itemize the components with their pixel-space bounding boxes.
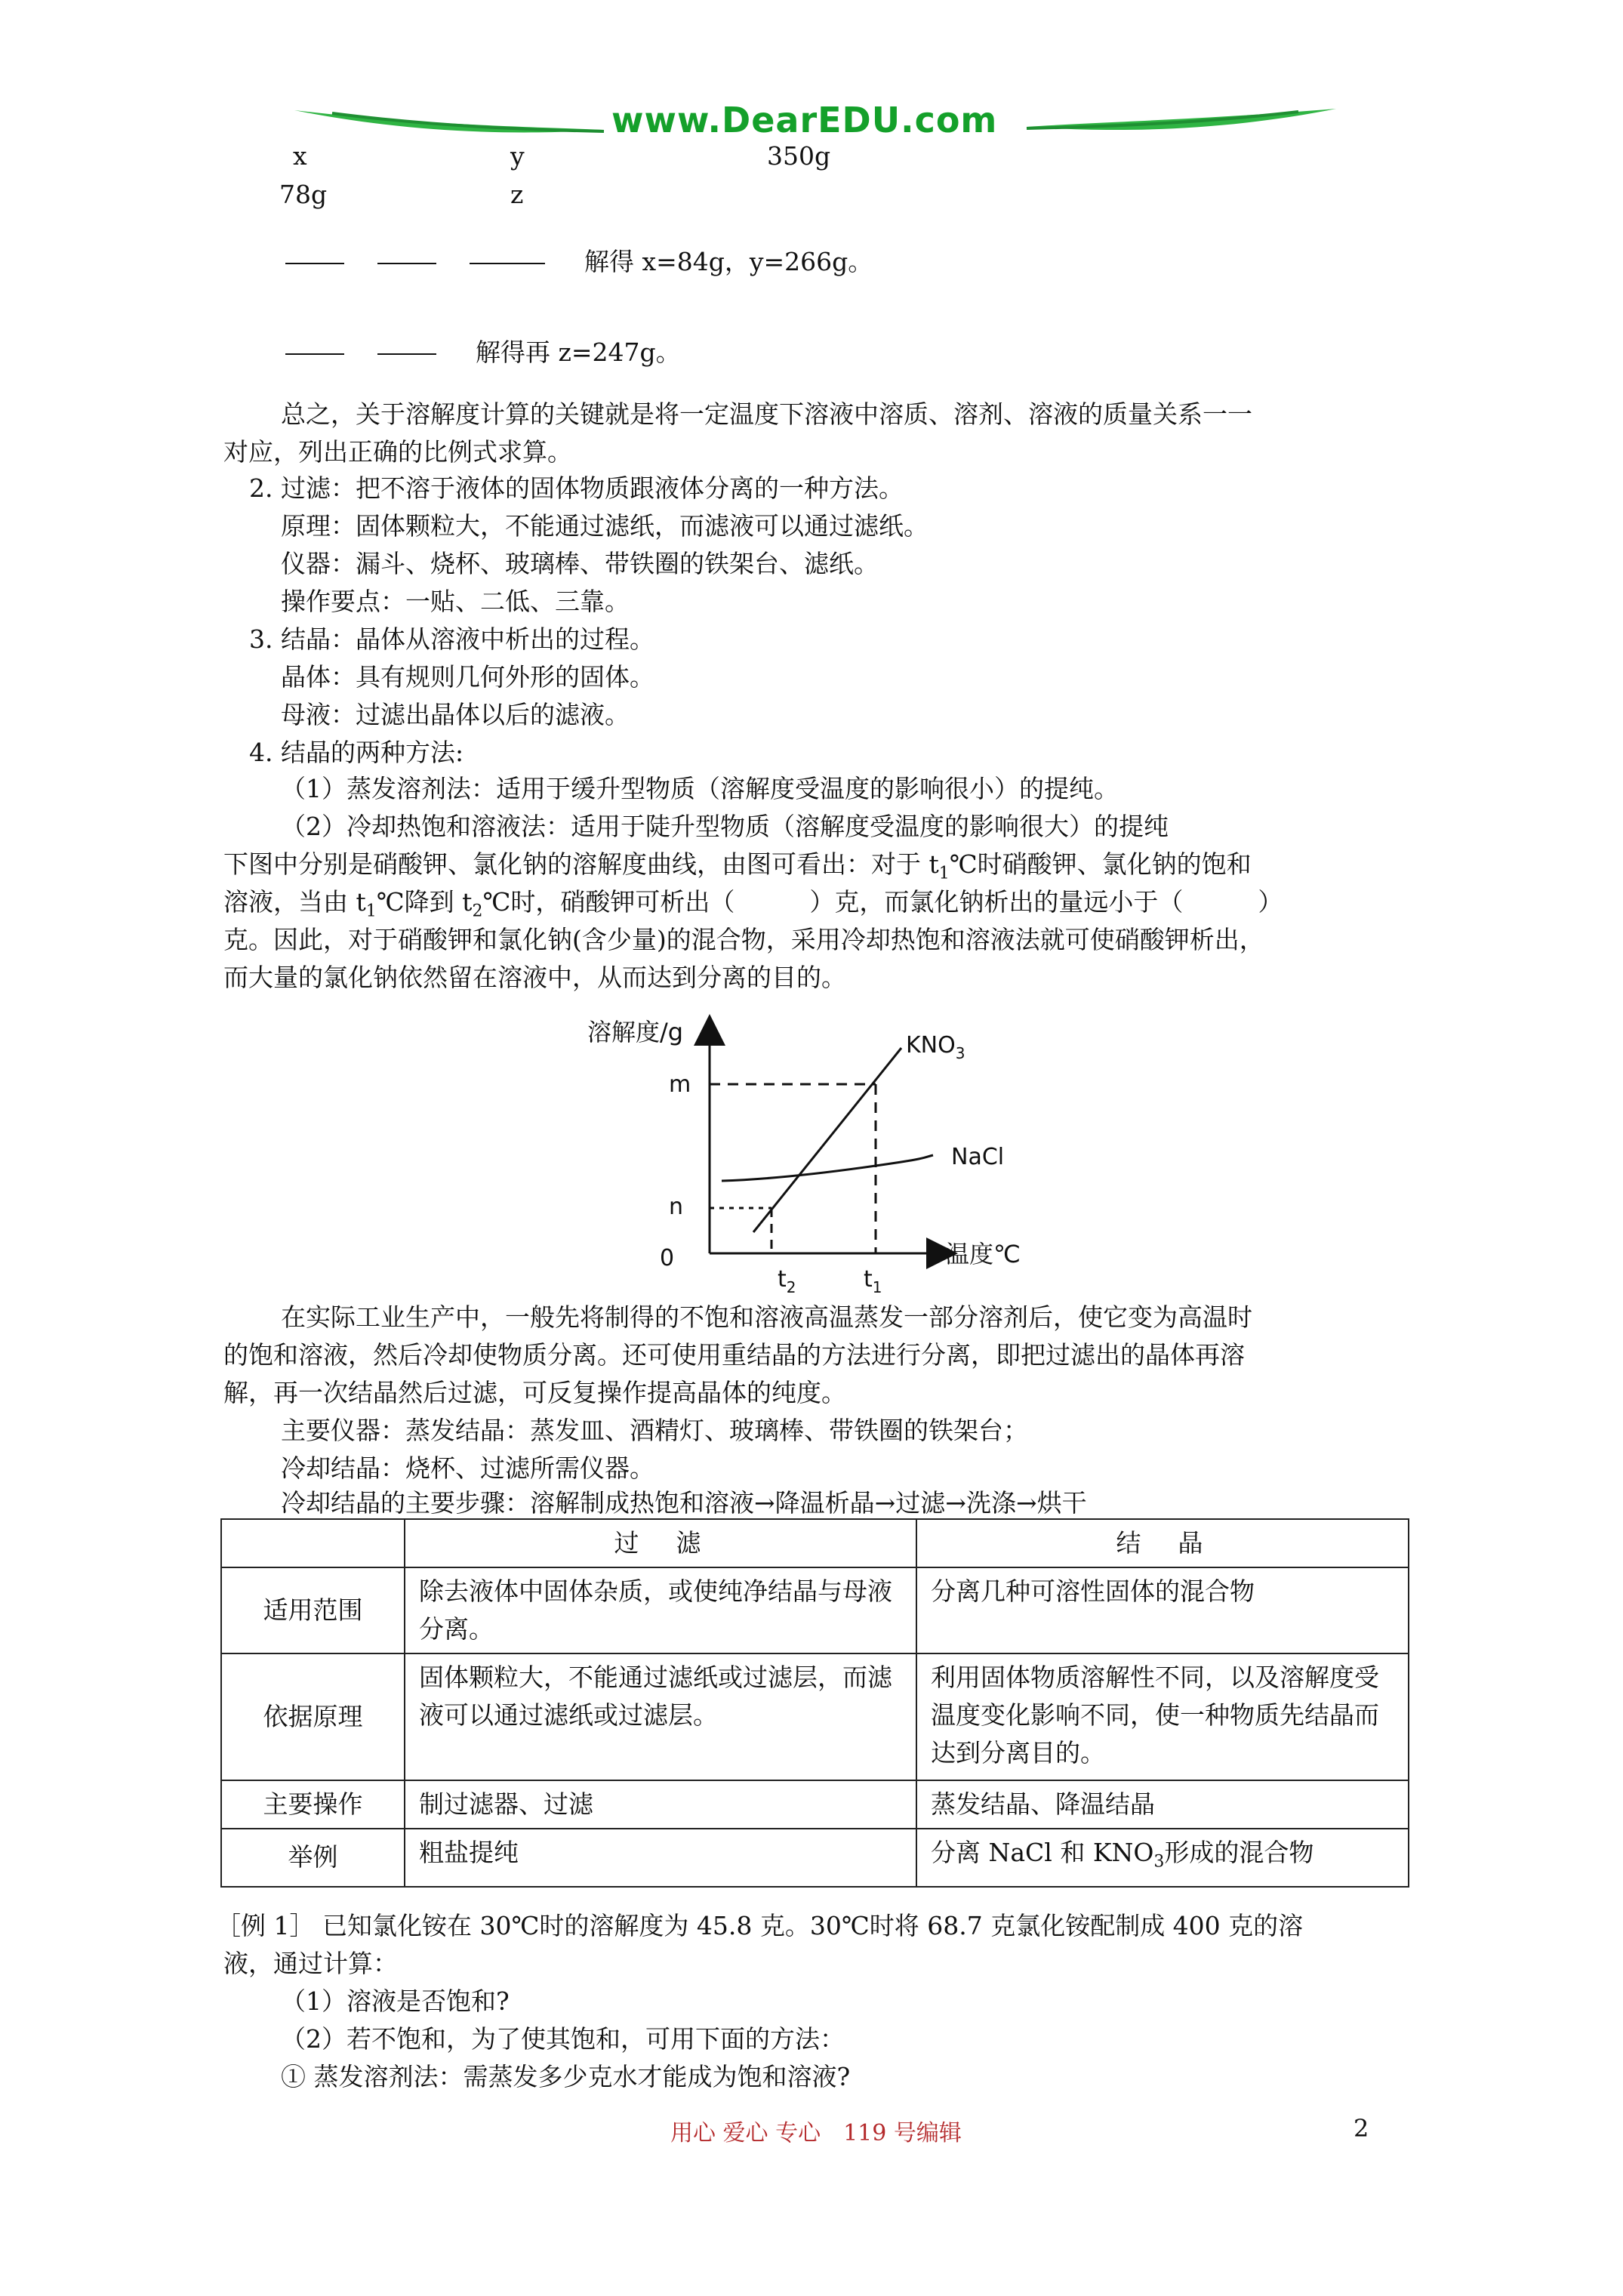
para-industry-1: 在实际工业生产中，一般先将制得的不饱和溶液高温蒸发一部分溶剂后，使它变为高温时 xyxy=(281,1302,1252,1332)
table-row xyxy=(221,1780,1409,1829)
y-tick-m: m xyxy=(669,1071,691,1098)
fraction-row-2 xyxy=(285,334,681,371)
fraction-row-1 xyxy=(285,243,873,281)
solubility-curve-chart xyxy=(574,1004,1057,1306)
table-header-cell: 过 滤 xyxy=(405,1519,916,1567)
figure-intro-line-4: 而大量的氯化钠依然留在溶液中，从而达到分离的目的。 xyxy=(223,963,846,992)
table-header-row xyxy=(221,1519,1409,1567)
para-main-instruments: 主要仪器：蒸发结晶：蒸发皿、酒精灯、玻璃棒、带铁圈的铁架台； xyxy=(281,1416,1028,1445)
origin-label: 0 xyxy=(660,1245,675,1271)
heading-crystallization: 3. 结晶：晶体从溶液中析出的过程。 xyxy=(249,624,654,654)
table-cell: 分离几种可溶性固体的混合物 xyxy=(916,1567,1409,1653)
para-summary-1: 总之，关于溶解度计算的关键就是将一定温度下溶液中溶质、溶剂、溶液的质量关系一一 xyxy=(281,399,1252,429)
para-cooling-steps: 冷却结晶的主要步骤：溶解制成热饱和溶液→降温析晶→过滤→洗涤→烘干 xyxy=(281,1488,1087,1518)
para-filtration-principle: 原理：固体颗粒大，不能通过滤纸，而滤液可以通过滤纸。 xyxy=(281,511,929,541)
solve-text-2: 解得再 z=247g。 xyxy=(476,337,681,367)
calc-z: z xyxy=(510,180,524,209)
table-row xyxy=(221,1829,1409,1887)
calc-350g: 350g xyxy=(767,141,831,171)
example-1-line-2: 液，通过计算： xyxy=(223,1949,398,1978)
series-line-kno3 xyxy=(753,1048,901,1232)
para-method-evaporation: （1）蒸发溶剂法：适用于缓升型物质（溶解度受温度的影响很小）的提纯。 xyxy=(281,774,1119,803)
footer-text: 用心 爱心 专心 119 号编辑 xyxy=(670,2120,962,2147)
figure-intro-line-1: 下图中分别是硝酸钾、氯化钠的溶解度曲线，由图可看出：对于 $t_1℃$时硝酸钾、氯化钠的饱和 xyxy=(223,849,1252,883)
example-1-q2: （2）若不饱和，为了使其饱和，可用下面的方法： xyxy=(281,2024,845,2054)
example-1-line-1: ［例 1］ 已知氯化铵在 30℃时的溶解度为 45.8 克。30℃时将 68.7 克氯化铵配制成 400 克的溶 xyxy=(216,1911,1304,1940)
heading-two-methods: 4. 结晶的两种方法: xyxy=(249,738,464,767)
x-tick-t1: $t_1$ xyxy=(864,1266,882,1296)
table-row-label: 举例 xyxy=(221,1829,405,1887)
calc-78g: 78g xyxy=(279,180,328,209)
series-line-nacl xyxy=(722,1155,933,1181)
para-filtration-instruments: 仪器：漏斗、烧杯、玻璃棒、带铁圈的铁架台、滤纸。 xyxy=(281,549,879,578)
para-crystal-def: 晶体：具有规则几何外形的固体。 xyxy=(281,662,654,692)
figure-intro-line-2: 溶液，当由 $t_1℃$降到 $t_2℃$时，硝酸钾可析出（ ）克，而氯化钠析出的量远小于（ ） xyxy=(223,887,1283,921)
site-logo-text: www.DearEDU.com xyxy=(611,100,998,140)
example-1-q1: （1）溶液是否饱和? xyxy=(281,1986,510,2016)
calc-x: x xyxy=(293,141,307,171)
comparison-table xyxy=(220,1518,1409,1888)
table-cell: 蒸发结晶、降温结晶 xyxy=(916,1780,1409,1829)
table-header-cell: 结 晶 xyxy=(916,1519,1409,1567)
series-label-nacl: NaCl xyxy=(951,1144,1005,1170)
example-1-method-1: ① 蒸发溶剂法：需蒸发多少克水才能成为饱和溶液? xyxy=(281,2062,851,2091)
x-tick-t2: $t_2$ xyxy=(778,1266,796,1296)
heading-filtration: 2. 过滤：把不溶于液体的固体物质跟液体分离的一种方法。 xyxy=(249,473,904,503)
table-cell: 除去液体中固体杂质，或使纯净结晶与母液分离。 xyxy=(405,1567,916,1653)
table-row xyxy=(221,1567,1409,1653)
table-cell: 利用固体物质溶解性不同，以及溶解度受温度变化影响不同，使一种物质先结晶而达到分离目的。 xyxy=(916,1653,1409,1780)
para-filtration-points: 操作要点：一贴、二低、三靠。 xyxy=(281,587,630,616)
table-cell: 固体颗粒大，不能通过滤纸或过滤层，而滤液可以通过滤纸或过滤层。 xyxy=(405,1653,916,1780)
para-industry-3: 解，再一次结晶然后过滤，可反复操作提高晶体的纯度。 xyxy=(223,1378,846,1407)
table-row xyxy=(221,1653,1409,1780)
table-row-label: 主要操作 xyxy=(221,1780,405,1829)
para-method-cooling: （2）冷却热饱和溶液法：适用于陡升型物质（溶解度受温度的影响很大）的提纯 xyxy=(281,812,1169,841)
para-industry-2: 的饱和溶液，然后冷却使物质分离。还可使用重结晶的方法进行分离，即把过滤出的晶体再溶 xyxy=(223,1340,1245,1370)
table-row-label: 依据原理 xyxy=(221,1653,405,1780)
table-cell: 分离 NaCl 和 $KNO_3$形成的混合物 xyxy=(916,1829,1409,1887)
solve-text-1: 解得 x=84g，y=266g。 xyxy=(584,247,873,276)
x-axis-label: 温度℃ xyxy=(945,1240,1021,1268)
para-mother-liquor: 母液：过滤出晶体以后的滤液。 xyxy=(281,700,630,729)
table-header-cell xyxy=(221,1519,405,1567)
page-number: 2 xyxy=(1354,2114,1369,2143)
calc-y: y xyxy=(510,141,525,171)
table-row-label: 适用范围 xyxy=(221,1567,405,1653)
figure-intro-line-3: 克。因此，对于硝酸钾和氯化钠(含少量)的混合物，采用冷却热饱和溶液法就可使硝酸钾析出， xyxy=(223,925,1264,954)
table-cell: 粗盐提纯 xyxy=(405,1829,916,1887)
table-cell: 制过滤器、过滤 xyxy=(405,1780,916,1829)
series-label-kno3: $KNO_3$ xyxy=(906,1032,965,1062)
y-tick-n: n xyxy=(669,1194,684,1220)
y-axis-label: 溶解度/g xyxy=(587,1018,684,1046)
para-summary-2: 对应，列出正确的比例式求算。 xyxy=(223,437,572,467)
para-cooling-instruments: 冷却结晶：烧杯、过滤所需仪器。 xyxy=(281,1453,654,1483)
